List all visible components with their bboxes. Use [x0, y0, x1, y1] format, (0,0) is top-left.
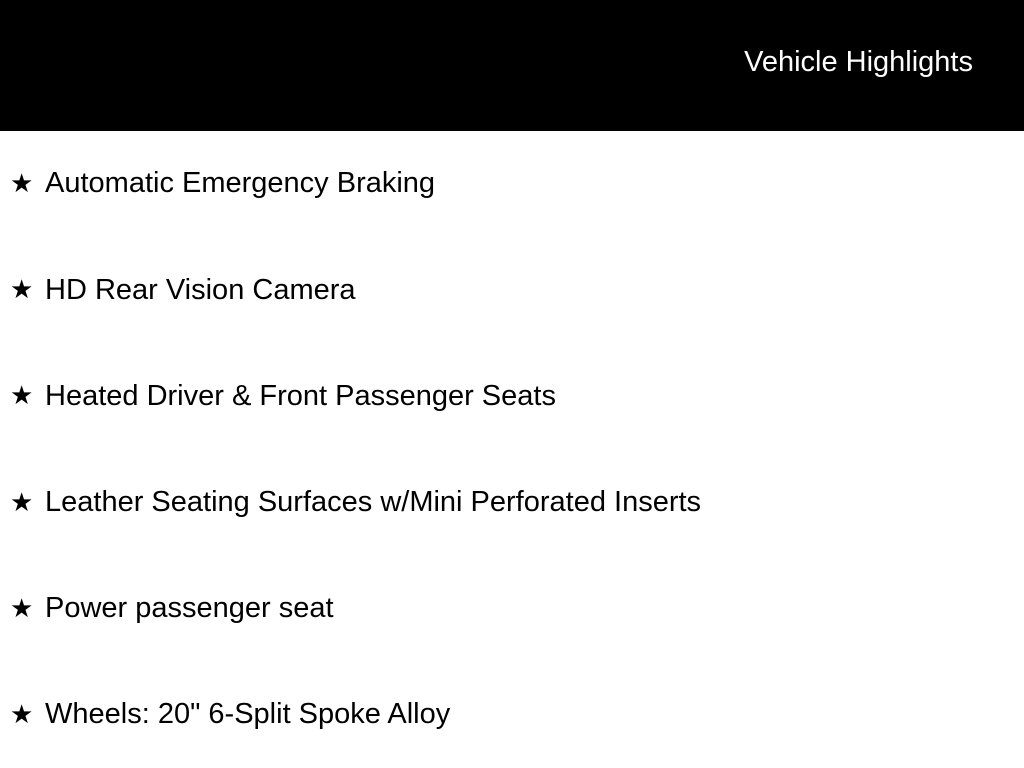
star-icon: ★ — [10, 381, 34, 412]
highlight-label: Power passenger seat — [45, 592, 334, 625]
header-bar — [0, 0, 1024, 131]
list-item — [0, 343, 1024, 449]
list-item — [0, 450, 1024, 556]
highlight-label: Leather Seating Surfaces w/Mini Perforated Inserts — [45, 485, 702, 518]
highlight-label: HD Rear Vision Camera — [45, 273, 356, 306]
highlight-label: Wheels: 20" 6-Split Spoke Alloy — [45, 698, 451, 731]
highlight-label: Heated Driver & Front Passenger Seats — [45, 379, 556, 412]
star-icon: ★ — [10, 593, 34, 624]
page-title: Vehicle Highlights — [744, 46, 973, 78]
list-item — [0, 662, 1024, 768]
list-item — [0, 131, 1024, 237]
highlights-list — [0, 131, 1024, 768]
list-item — [0, 237, 1024, 343]
star-icon: ★ — [10, 275, 34, 306]
star-icon: ★ — [10, 169, 34, 200]
list-item — [0, 556, 1024, 662]
star-icon: ★ — [10, 699, 34, 730]
highlight-label: Automatic Emergency Braking — [45, 167, 436, 200]
star-icon: ★ — [10, 487, 34, 518]
